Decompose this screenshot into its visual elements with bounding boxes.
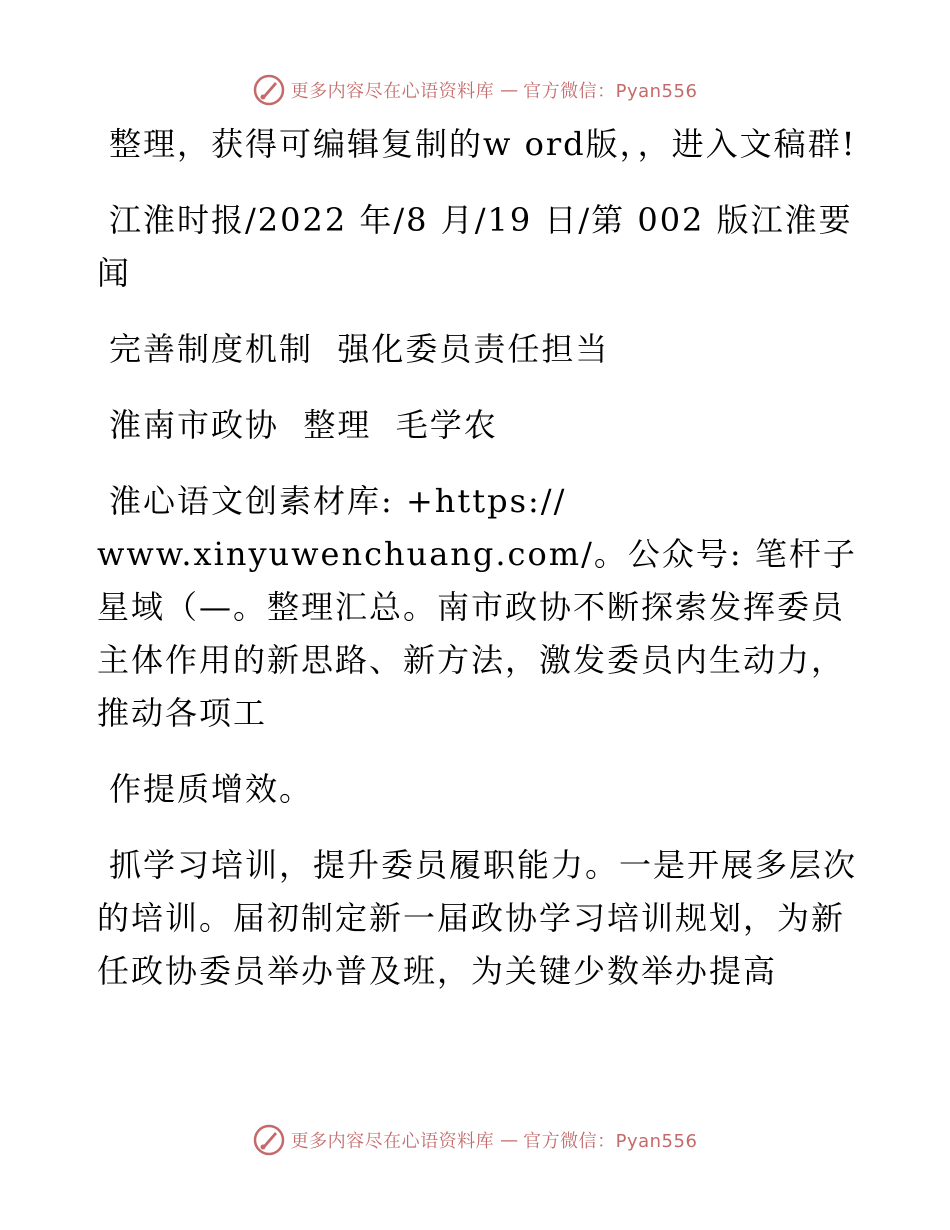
watermark-wechat: 官方微信：Pyan556: [523, 1131, 698, 1152]
paragraph-url-summary: www.xinyuwenchuang.com/。公众号: 笔杆子星域（—。整理汇总。南市政协不断探索发挥委员主体作用的新思路、新方法，激发委员内生动力，推动各项工: [97, 535, 857, 732]
watermark-text: 更多内容尽在心语资料库: [290, 1131, 495, 1152]
paragraph-training: 抓学习培训，提升委员履职能力。一是开展多层次的培训。届初制定新一届政协学习培训规划，为新任政协委员举办普及班，为关键少数举办提高: [97, 846, 858, 990]
quill-seal-icon: [253, 74, 285, 106]
paragraph-author: 淮南市政协 整理 毛学农: [109, 406, 498, 444]
watermark-dash: —: [500, 1129, 518, 1151]
quill-seal-icon: [253, 1124, 285, 1156]
paragraph-continuation: 作提质增效。: [109, 770, 314, 808]
watermark-text: 更多内容尽在心语资料库: [290, 81, 495, 102]
paragraph-intro: 整理，获得可编辑复制的w ord版，，进入文稿群!: [109, 125, 857, 163]
paragraph-source: 江淮时报/2022 年/8 月/19 日/第 002 版江淮要闻: [97, 201, 853, 292]
document-body: [97, 118, 857, 1021]
top-watermark-banner: [0, 70, 950, 110]
paragraph-library: 淮心语文创素材库: +https://: [109, 482, 567, 520]
bottom-watermark-banner: [0, 1120, 950, 1160]
watermark-dash: —: [500, 79, 518, 101]
watermark-wechat: 官方微信：Pyan556: [523, 81, 698, 102]
paragraph-title: 完善制度机制 强化委员责任担当: [109, 330, 610, 368]
